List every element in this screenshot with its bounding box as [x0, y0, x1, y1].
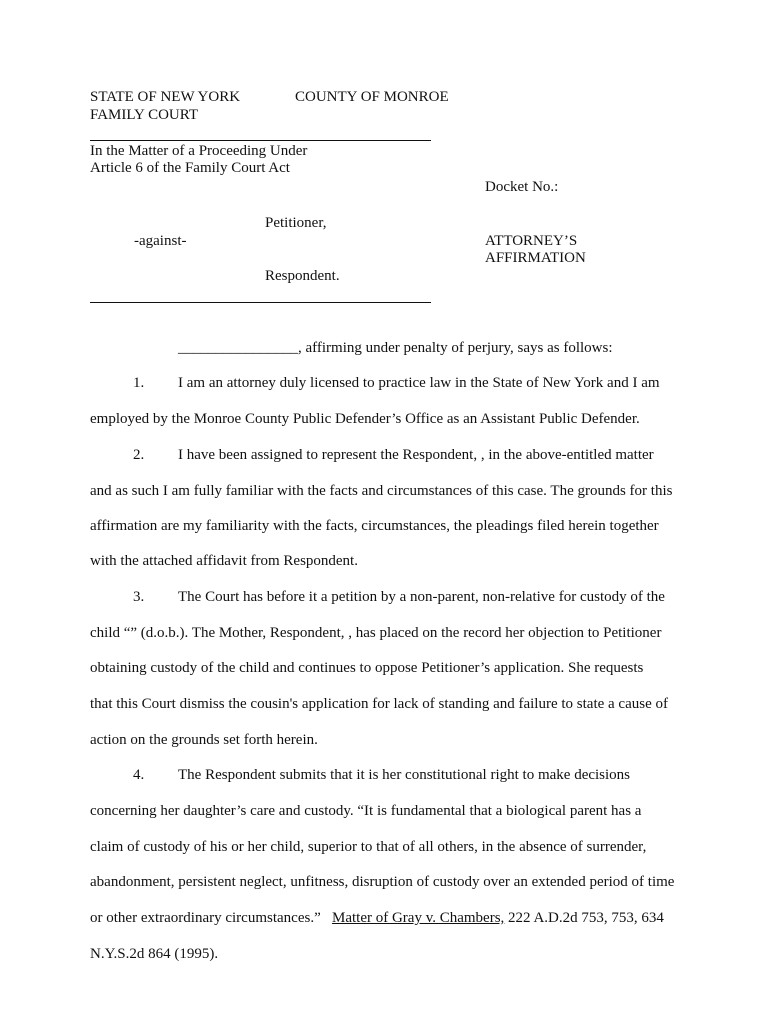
paragraph-line: and as such I am fully familiar with the facts and circumstances of this case. The grounds for this: [90, 483, 673, 499]
paragraph-line: I have been assigned to represent the Respondent, , in the above-entitled matter: [178, 447, 654, 463]
paragraph-number: 4.: [133, 767, 145, 783]
document-title-line2: AFFIRMATION: [485, 250, 586, 266]
paragraph-line: or other extraordinary circumstances.”: [90, 910, 321, 926]
paragraph-number: 3.: [133, 589, 145, 605]
respondent-label: Respondent.: [265, 268, 340, 284]
paragraph-line: with the attached affidavit from Respondent.: [90, 553, 358, 569]
paragraph-number: 2.: [133, 447, 145, 463]
caption-matter-line1: In the Matter of a Proceeding Under: [90, 143, 308, 159]
paragraph-line: concerning her daughter’s care and custody. “It is fundamental that a biological parent has a: [90, 803, 642, 819]
against-label: -against-: [134, 233, 187, 249]
caption-county: COUNTY OF MONROE: [295, 89, 449, 105]
paragraph-line: employed by the Monroe County Public Defender’s Office as an Assistant Public Defender.: [90, 411, 640, 427]
paragraph-line: The Respondent submits that it is her constitutional right to make decisions: [178, 767, 631, 783]
citation-case-name: Matter of Gray v. Chambers,: [331, 910, 505, 926]
paragraph-line: that this Court dismiss the cousin's application for lack of standing and failure to state a cause of: [90, 696, 668, 712]
paragraph-line: abandonment, persistent neglect, unfitness, disruption of custody over an extended period of time: [90, 874, 675, 890]
citation-reporter: 222 A.D.2d 753, 753, 634: [508, 910, 664, 926]
paragraph-line: I am an attorney duly licensed to practice law in the State of New York and I am: [178, 375, 660, 391]
paragraph-line: obtaining custody of the child and continues to oppose Petitioner’s application. She requests: [90, 660, 644, 676]
caption-matter-line2: Article 6 of the Family Court Act: [90, 160, 290, 176]
intro-line: ________________, affirming under penalty of perjury, says as follows:: [178, 340, 613, 356]
paragraph-line: The Court has before it a petition by a non-parent, non-relative for custody of the: [178, 589, 665, 605]
citation-line-2: N.Y.S.2d 864 (1995).: [90, 946, 219, 962]
petitioner-label: Petitioner,: [265, 215, 327, 231]
paragraph-citation-line: [90, 909, 664, 927]
caption-court: FAMILY COURT: [90, 107, 199, 123]
paragraph-line: child “” (d.o.b.). The Mother, Respondent, , has placed on the record her objection to Petitioner: [90, 625, 662, 641]
paragraph-line: affirmation are my familiarity with the facts, circumstances, the pleadings filed herein together: [90, 518, 659, 534]
caption-state: STATE OF NEW YORK: [90, 89, 241, 105]
caption-bottom-rule: [90, 302, 431, 303]
paragraph-line: action on the grounds set forth herein.: [90, 732, 318, 748]
document-title-line1: ATTORNEY’S: [485, 233, 578, 249]
caption-top-rule: [90, 140, 431, 141]
paragraph-number: 1.: [133, 375, 145, 391]
docket-label: Docket No.:: [485, 179, 559, 195]
paragraph-line: claim of custody of his or her child, superior to that of all others, in the absence of surrender,: [90, 839, 647, 855]
